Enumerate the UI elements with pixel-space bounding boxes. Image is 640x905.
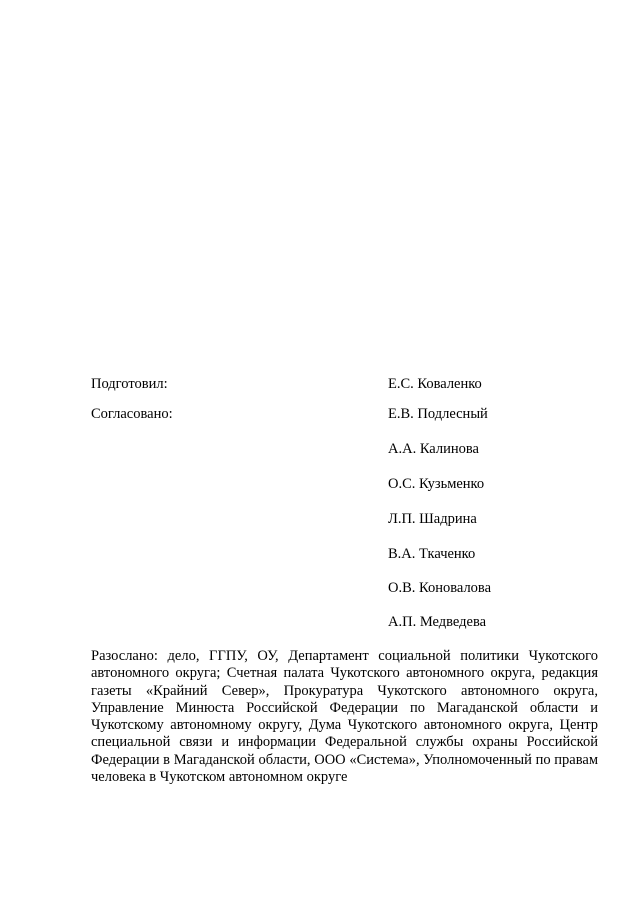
approver-row (91, 612, 601, 632)
approved-label: Согласовано: (91, 406, 173, 422)
approver-name-2: А.А. Калинова (388, 441, 479, 457)
approver-row (91, 544, 601, 564)
approver-name-5: В.А. Ткаченко (388, 546, 476, 562)
approver-row (91, 509, 601, 529)
approver-name-7: А.П. Медведева (388, 614, 487, 630)
approver-name-6: О.В. Коновалова (388, 580, 492, 596)
approver-name-3: О.С. Кузьменко (388, 476, 485, 492)
approver-name-4: Л.П. Шадрина (388, 511, 477, 527)
distribution-list: Разослано: дело, ГГПУ, ОУ, Департамент социальной политики Чукотского автономного округа; Счетная палата Чукотского автономного округа, редакция газеты «Крайний Север», Прокуратура Чукотского автономного округа, Управление Минюста Российской Федерации по Магаданской области и Чукотскому автономному округу, Дума Чукотского автономного округа, Центр специальной связи и информации Федеральной службы охраны Российской Федерации в Магаданской области, ООО «Система», Уполномоченный по правам человека в Чукотском автономном округе (91, 648, 598, 786)
approver-row (91, 578, 601, 598)
approver-row (91, 474, 601, 494)
prepared-row (91, 374, 601, 394)
approver-name-1: Е.В. Подлесный (388, 406, 488, 422)
prepared-name: Е.С. Коваленко (388, 376, 482, 392)
approver-row (91, 439, 601, 459)
approved-row (91, 404, 601, 424)
prepared-label: Подготовил: (91, 376, 168, 392)
